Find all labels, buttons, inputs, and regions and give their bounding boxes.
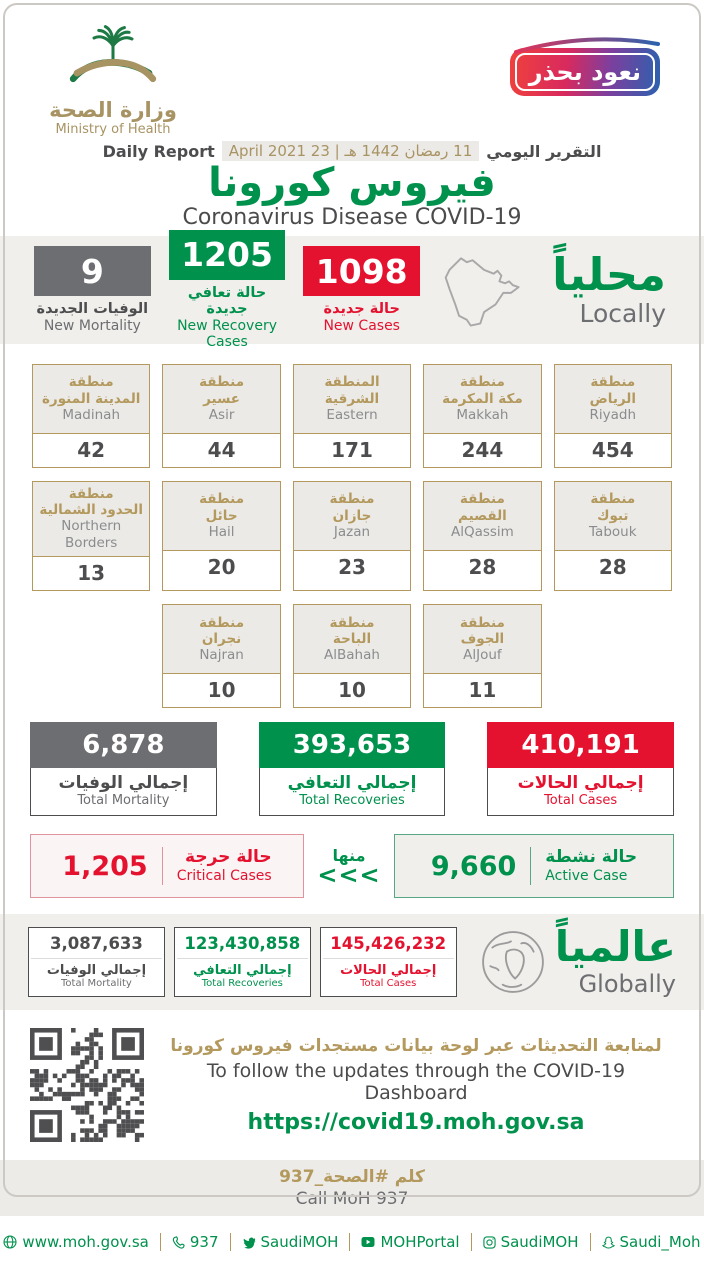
- region-ar1: منطقة: [329, 491, 375, 508]
- page-title-en: Coronavirus Disease COVID-19: [182, 205, 522, 230]
- region-value: 171: [331, 438, 373, 462]
- footer-link-label: SaudiMOH: [260, 1233, 339, 1252]
- active-cases-box: [394, 834, 674, 898]
- region-en: AlJouf: [463, 646, 502, 663]
- region-ar1: المنطقة: [324, 374, 380, 391]
- new-mortality-stat: [34, 246, 151, 334]
- locally-section: [0, 235, 704, 351]
- globally-title-ar: عالمياً: [554, 922, 676, 972]
- region-ar1: منطقة: [199, 374, 245, 391]
- new-cases-label-en: New Cases: [323, 317, 400, 334]
- region-ar2: نجران: [201, 630, 242, 647]
- call-moh-en: Call MoH 937: [295, 1189, 409, 1210]
- region-en: Jazan: [333, 523, 371, 540]
- region-en: Asir: [208, 406, 235, 423]
- region-ar1: منطقة: [590, 374, 636, 391]
- global-recoveries-value: 123,430,858: [177, 934, 308, 959]
- region-albahah: [293, 604, 411, 708]
- region-value: 23: [338, 555, 366, 579]
- badge-label: نعود بحذر: [515, 53, 655, 91]
- footer-link-label: 937: [189, 1233, 219, 1252]
- region-value: 454: [591, 438, 634, 462]
- total-recoveries-label-en: Total Recoveries: [299, 793, 405, 809]
- region-alqassim: [423, 481, 541, 591]
- region-value: 10: [338, 678, 366, 703]
- region-ar2: الجوف: [460, 630, 505, 647]
- report-label-en: Daily Report: [102, 141, 215, 161]
- moh-emblem-icon: [65, 20, 161, 94]
- saudi-arabia-map-icon: [438, 246, 534, 334]
- globe-icon: [3, 1235, 17, 1249]
- region-ar2: المدينة المنورة: [41, 390, 141, 407]
- region-ar1: منطقة: [68, 486, 114, 502]
- total-cases-value: 410,191: [487, 722, 674, 768]
- region-en: AlQassim: [450, 523, 514, 540]
- active-cases-value: 9,660: [430, 850, 517, 882]
- global-mortality-label-en: Total Mortality: [61, 978, 132, 990]
- region-ar2: تبوك: [597, 507, 629, 524]
- total-cases-label-en: Total Cases: [544, 793, 618, 809]
- total-recoveries-value: 393,653: [259, 722, 446, 768]
- region-ar1: منطقة: [590, 491, 636, 508]
- region-aljouf: [423, 604, 541, 708]
- footer-link-website[interactable]: [3, 1233, 148, 1251]
- region-asir: [162, 364, 280, 468]
- globally-title: [554, 922, 676, 999]
- ministry-name-ar: وزارة الصحة: [49, 98, 177, 122]
- region-madinah: [32, 364, 150, 468]
- global-cases-label-ar: إجمالي الحالات: [340, 963, 437, 979]
- region-en: Eastern: [326, 406, 378, 423]
- footer-link-youtube[interactable]: [361, 1233, 459, 1251]
- separator: [471, 1233, 472, 1251]
- total-cases-card: [487, 722, 674, 816]
- region-ar2: القصيم: [457, 507, 507, 524]
- critical-cases-box: [30, 834, 304, 898]
- region-value: 28: [468, 555, 497, 579]
- region-ar1: منطقة: [459, 374, 505, 391]
- region-tabouk: [554, 481, 672, 591]
- page-title-ar: فيروس كورونا: [208, 160, 496, 206]
- region-en: Riyadh: [589, 406, 637, 423]
- globally-section: [0, 914, 704, 1010]
- region-northern-borders: [32, 481, 150, 591]
- footer-link-label: MOHPortal: [380, 1233, 460, 1252]
- active-cases-label-ar: حالة نشطة: [545, 846, 638, 867]
- report-line: [0, 141, 704, 161]
- divider: [530, 847, 531, 885]
- call-moh-ar: كلم #الصحة_937: [279, 1167, 425, 1188]
- global-cases-value: 145,426,232: [323, 934, 454, 959]
- youtube-icon: [361, 1236, 375, 1248]
- regions-grid: [32, 364, 672, 708]
- region-value: 244: [461, 438, 504, 462]
- ministry-name-en: Ministry of Health: [55, 122, 171, 137]
- region-en: Makkah: [456, 406, 509, 423]
- separator: [349, 1233, 350, 1251]
- region-en: Najran: [199, 646, 244, 663]
- region-eastern: [293, 364, 411, 468]
- locally-title-ar: محلياً: [552, 248, 666, 301]
- twitter-icon: [242, 1235, 256, 1249]
- total-cases-label-ar: إجمالي الحالات: [517, 773, 644, 794]
- new-cases-value: 1098: [303, 246, 420, 296]
- new-recovery-label-en: New Recovery Cases: [177, 318, 277, 351]
- footer-link-phone[interactable]: [172, 1233, 219, 1251]
- phone-icon: [172, 1236, 185, 1249]
- region-ar1: منطقة: [459, 614, 505, 631]
- dashboard-line-ar: لمتابعة التحديثات عبر لوحة بيانات مستجدات فيروس كورونا: [170, 1035, 662, 1056]
- report-date: 11 رمضان 1442 هـ | 23 April 2021: [222, 141, 479, 161]
- badge-swoosh-icon: [512, 35, 662, 55]
- divider: [162, 847, 163, 885]
- global-recoveries-label-en: Total Recoveries: [201, 978, 283, 990]
- snapchat-icon: [602, 1236, 615, 1249]
- region-makkah: [423, 364, 541, 468]
- left-arrows: <<<: [317, 860, 381, 889]
- region-ar2: الشرقية: [324, 390, 380, 407]
- separator: [160, 1233, 161, 1251]
- call-moh-band: [0, 1160, 704, 1216]
- active-cases-label-en: Active Case: [545, 867, 628, 884]
- qr-code: [30, 1028, 144, 1142]
- region-ar2: جازان: [332, 507, 372, 524]
- region-en: Hail: [208, 523, 235, 540]
- dashboard-url-link[interactable]: https://covid19.moh.gov.sa: [247, 1109, 585, 1135]
- region-ar1: منطقة: [459, 491, 505, 508]
- new-recovery-stat: [169, 230, 286, 351]
- critical-cases-label-ar: حالة حرجة: [185, 846, 272, 867]
- local-totals: [30, 722, 674, 816]
- global-cases-label-en: Total Cases: [360, 978, 417, 990]
- instagram-icon: [483, 1236, 496, 1249]
- region-ar1: منطقة: [199, 491, 245, 508]
- footer-link-label: www.moh.gov.sa: [22, 1233, 149, 1252]
- total-mortality-value: 6,878: [30, 722, 217, 768]
- region-value: 20: [207, 555, 236, 579]
- footer-link-label: Saudi_Moh: [619, 1233, 701, 1252]
- new-recovery-value: 1205: [169, 230, 286, 280]
- locally-title: [552, 248, 670, 328]
- region-ar1: منطقة: [199, 614, 245, 631]
- new-recovery-label-ar: حالة تعافي جديدة: [187, 284, 267, 318]
- region-ar1: منطقة: [329, 614, 375, 631]
- locally-title-en: Locally: [579, 299, 666, 328]
- new-mortality-label-en: New Mortality: [43, 317, 141, 334]
- report-label-ar: التقرير اليومي: [486, 141, 602, 161]
- region-ar2: الرياض: [589, 390, 636, 407]
- globally-title-en: Globally: [578, 970, 676, 999]
- region-ar2: مكة المكرمة: [442, 390, 523, 407]
- region-value: 11: [468, 678, 497, 703]
- critical-cases-value: 1,205: [62, 850, 148, 882]
- return-with-caution-badge: [510, 48, 660, 96]
- footer-link-label: SaudiMOH: [500, 1233, 579, 1252]
- global-cases-card: [320, 927, 457, 997]
- new-mortality-label-ar: الوفيات الجديدة: [36, 301, 149, 318]
- region-ar2: الحدود الشمالية: [39, 502, 143, 519]
- moh-logo: [38, 20, 188, 137]
- region-ar2: عسير: [203, 390, 241, 407]
- global-mortality-label-ar: إجمالي الوفيات: [46, 963, 147, 979]
- new-mortality-value: 9: [34, 246, 151, 296]
- globe-icon: [480, 929, 546, 995]
- region-ar2: الباحة: [332, 630, 372, 647]
- footer-link-instagram[interactable]: [483, 1233, 579, 1251]
- global-recoveries-label-ar: إجمالي التعافي: [193, 963, 292, 979]
- region-najran: [162, 604, 280, 708]
- new-cases-stat: [303, 246, 420, 334]
- region-jazan: [293, 481, 411, 591]
- total-recoveries-label-ar: إجمالي التعافي: [287, 773, 417, 794]
- separator: [230, 1233, 231, 1251]
- dashboard-line-en: To follow the updates through the COVID-19 Dashboard: [206, 1059, 626, 1104]
- global-mortality-card: [28, 927, 165, 997]
- footer-link-snapchat[interactable]: [602, 1233, 701, 1251]
- footer-link-twitter[interactable]: [242, 1233, 339, 1251]
- region-value: 10: [207, 678, 236, 703]
- total-mortality-label-en: Total Mortality: [77, 793, 170, 809]
- critical-active-row: [30, 834, 674, 898]
- footer-links: [0, 1216, 704, 1268]
- region-en: Madinah: [62, 406, 121, 423]
- new-cases-label-ar: حالة جديدة: [323, 301, 400, 318]
- region-hail: [162, 481, 280, 591]
- of-which-indicator: [304, 846, 394, 887]
- of-which-label: منها: [332, 845, 366, 865]
- region-riyadh: [554, 364, 672, 468]
- region-value: 42: [77, 438, 106, 462]
- region-value: 44: [207, 438, 236, 462]
- total-mortality-card: [30, 722, 217, 816]
- dashboard-section: [30, 1024, 674, 1146]
- critical-cases-label-en: Critical Cases: [176, 867, 272, 884]
- header: [0, 0, 704, 236]
- region-value: 13: [77, 561, 106, 586]
- region-en: AlBahah: [324, 646, 380, 663]
- total-recoveries-card: [259, 722, 446, 816]
- total-mortality-label-ar: إجمالي الوفيات: [58, 773, 189, 794]
- global-recoveries-card: [174, 927, 311, 997]
- region-en: Tabouk: [589, 523, 637, 540]
- separator: [590, 1233, 591, 1251]
- region-ar1: منطقة: [68, 374, 114, 391]
- region-en: Northern Borders: [61, 518, 122, 552]
- global-mortality-value: 3,087,633: [31, 934, 162, 959]
- region-ar2: حائل: [205, 507, 238, 524]
- region-value: 28: [598, 555, 627, 579]
